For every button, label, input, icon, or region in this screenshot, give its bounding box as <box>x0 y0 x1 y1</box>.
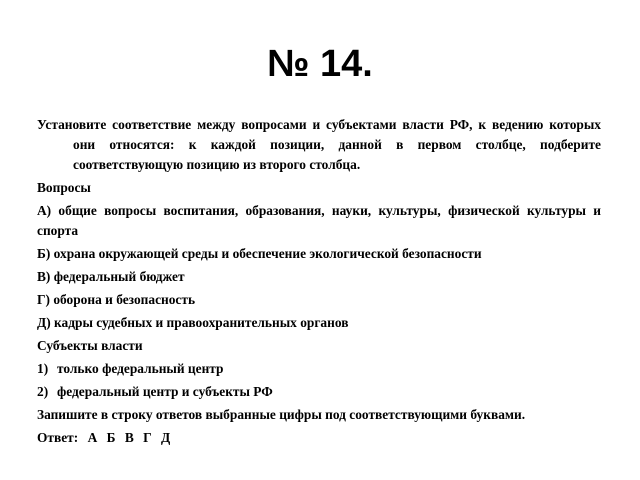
subject-text: только федеральный центр <box>57 361 224 376</box>
question-d: Д) кадры судебных и правоохранительных органов <box>37 315 349 330</box>
subject-number: 1) <box>37 361 49 376</box>
answer-letter: В <box>124 430 134 445</box>
subject-number: 2) <box>37 384 49 399</box>
answer-letter: А <box>87 430 98 445</box>
answer-line <box>37 428 601 448</box>
question-b: Б) охрана окружающей среды и обеспечение экологической безопасности <box>37 246 482 261</box>
answer-instruction: Запишите в строку ответов выбранные цифры под соответствующими буквами. <box>37 407 526 422</box>
answer-letter: Г <box>143 430 152 445</box>
question-a: А) общие вопросы воспитания, образования, науки, культуры, физической культуры и спорта <box>37 203 601 238</box>
slide-title: № 14. <box>267 43 373 85</box>
task-instruction: Установите соответствие между вопросами и субъектами власти РФ, к ведению которых они относятся: к каждой позиции, данной в первом столбце, подберите соответствующую позицию из второго столбца. <box>37 117 601 172</box>
subjects-heading: Субъекты власти <box>37 338 143 353</box>
questions-heading: Вопросы <box>37 180 91 195</box>
question-v: В) федеральный бюджет <box>37 269 185 284</box>
subject-text: федеральный центр и субъекты РФ <box>57 384 273 399</box>
answer-label: Ответ: <box>37 430 79 445</box>
subject-item-1 <box>37 359 601 379</box>
answer-letter: Д <box>161 430 171 445</box>
answer-letter: Б <box>106 430 116 445</box>
task-content <box>37 115 601 451</box>
question-g: Г) оборона и безопасность <box>37 292 196 307</box>
subject-item-2 <box>37 382 601 402</box>
